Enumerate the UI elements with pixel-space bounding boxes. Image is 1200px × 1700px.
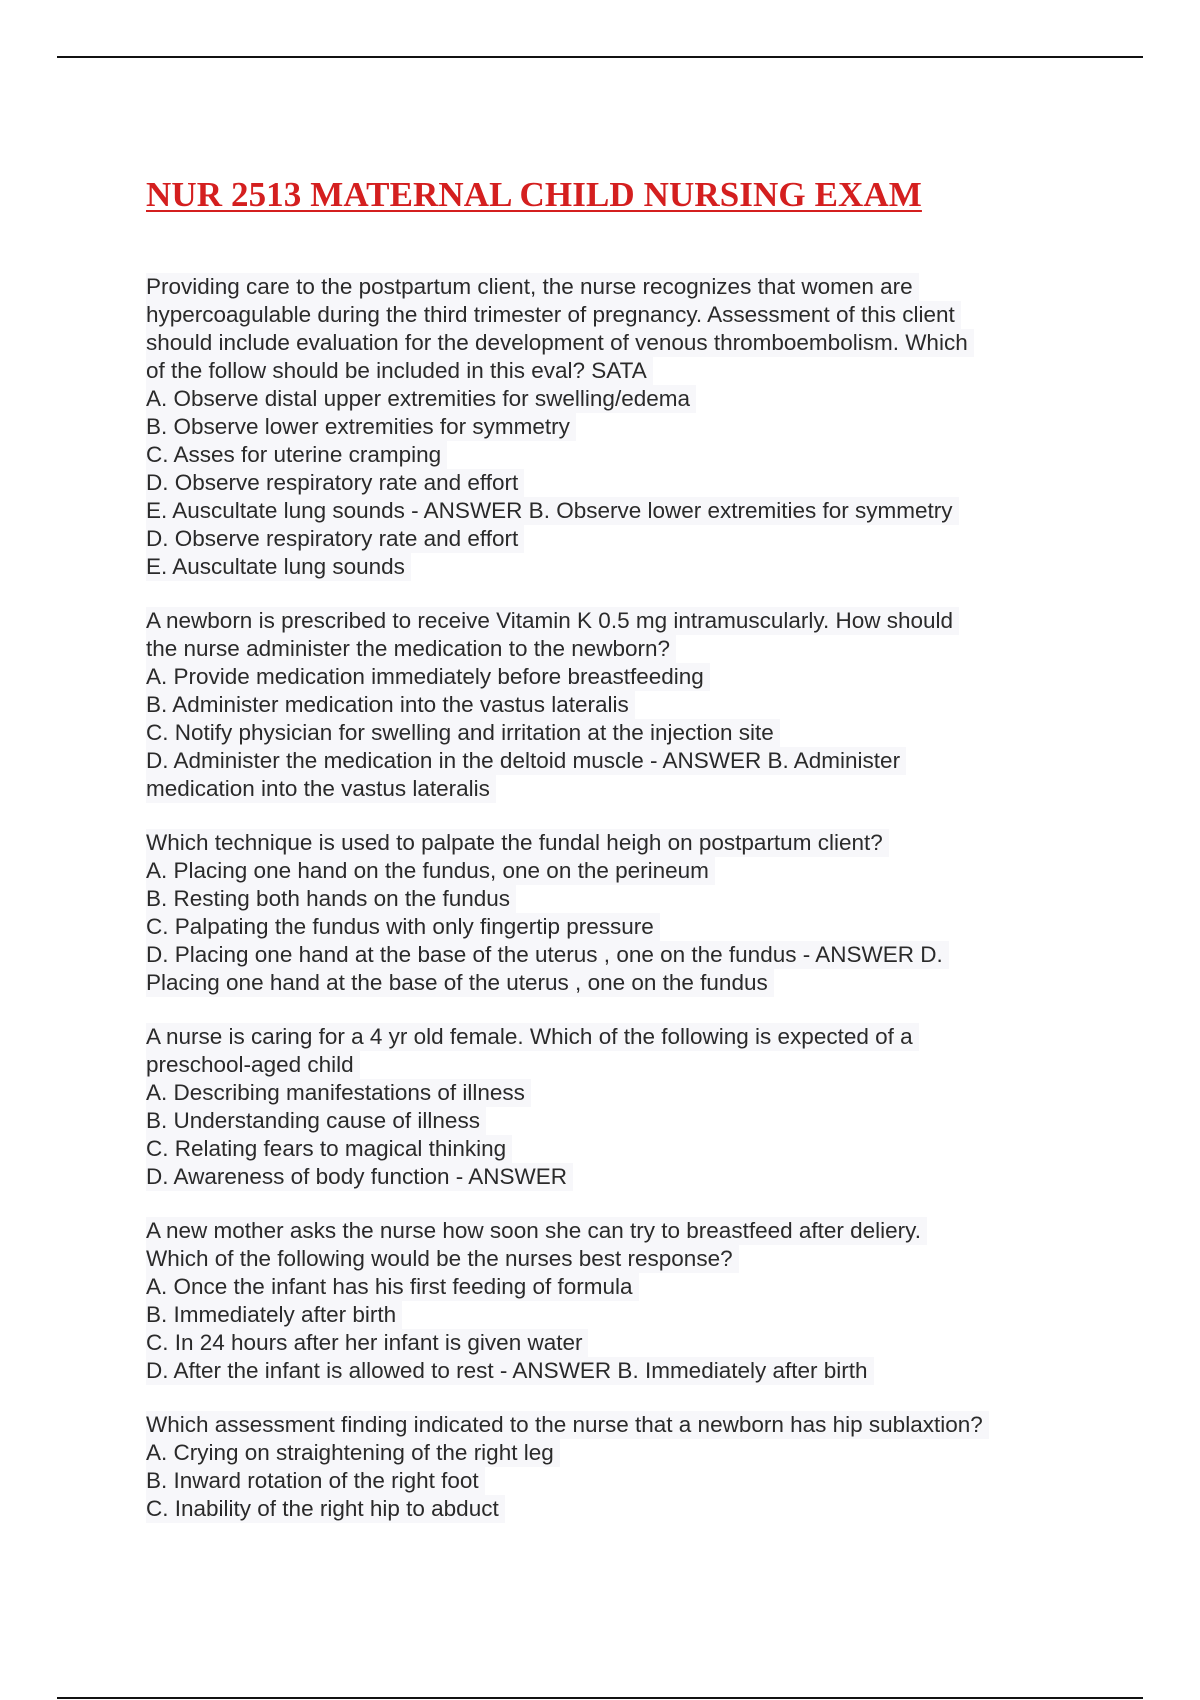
question-text-line: hypercoagulable during the third trimester of pregnancy. Assessment of this client <box>146 301 961 329</box>
question-text-line: preschool-aged child <box>146 1051 360 1079</box>
question-text-line: D. Administer the medication in the deltoid muscle - ANSWER B. Administer <box>146 747 906 775</box>
question-block <box>146 1217 1066 1385</box>
question-text-line: E. Auscultate lung sounds <box>146 553 411 581</box>
question-text-line: D. Placing one hand at the base of the uterus , one on the fundus - ANSWER D. <box>146 941 949 969</box>
question-text-line: D. After the infant is allowed to rest - ANSWER B. Immediately after birth <box>146 1357 874 1385</box>
question-text-line: B. Resting both hands on the fundus <box>146 885 516 913</box>
question-text-line: B. Administer medication into the vastus lateralis <box>146 691 635 719</box>
question-block <box>146 607 1066 803</box>
question-text-line: Which of the following would be the nurses best response? <box>146 1245 739 1273</box>
question-block <box>146 1411 1066 1523</box>
question-text-line: A. Observe distal upper extremities for swelling/edema <box>146 385 696 413</box>
question-text-line: D. Observe respiratory rate and effort <box>146 525 524 553</box>
bottom-divider <box>57 1697 1143 1699</box>
question-text-line: E. Auscultate lung sounds - ANSWER B. Observe lower extremities for symmetry <box>146 497 959 525</box>
question-text-line: C. Notify physician for swelling and irritation at the injection site <box>146 719 780 747</box>
question-stem-line: A newborn is prescribed to receive Vitamin K 0.5 mg intramuscularly. How should <box>146 607 959 635</box>
question-block <box>146 273 1066 581</box>
question-text-line: medication into the vastus lateralis <box>146 775 496 803</box>
question-stem-line: Which assessment finding indicated to the nurse that a newborn has hip sublaxtion? <box>146 1411 989 1439</box>
question-text-line: C. Palpating the fundus with only fingertip pressure <box>146 913 660 941</box>
question-text-line: A. Describing manifestations of illness <box>146 1079 531 1107</box>
question-text-line: C. In 24 hours after her infant is given water <box>146 1329 588 1357</box>
question-stem-line: Which technique is used to palpate the fundal heigh on postpartum client? <box>146 829 889 857</box>
question-text-line: D. Observe respiratory rate and effort <box>146 469 524 497</box>
question-block <box>146 829 1066 997</box>
question-text-line: B. Immediately after birth <box>146 1301 402 1329</box>
question-stem-line: A nurse is caring for a 4 yr old female. Which of the following is expected of a <box>146 1023 919 1051</box>
question-text-line: A. Crying on straightening of the right leg <box>146 1439 560 1467</box>
page-title: NUR 2513 MATERNAL CHILD NURSING EXAM <box>146 175 922 214</box>
question-text-line: should include evaluation for the development of venous thromboembolism. Which <box>146 329 974 357</box>
question-text-line: A. Once the infant has his first feeding of formula <box>146 1273 639 1301</box>
question-text-line: C. Asses for uterine cramping <box>146 441 447 469</box>
question-text-line: C. Relating fears to magical thinking <box>146 1135 512 1163</box>
question-block <box>146 1023 1066 1191</box>
question-text-line: A. Provide medication immediately before breastfeeding <box>146 663 710 691</box>
question-text-line: C. Inability of the right hip to abduct <box>146 1495 505 1523</box>
question-text-line: A. Placing one hand on the fundus, one on the perineum <box>146 857 715 885</box>
question-text-line: Placing one hand at the base of the uterus , one on the fundus <box>146 969 774 997</box>
top-divider <box>57 56 1143 58</box>
question-list <box>146 273 1066 1549</box>
question-stem-line: Providing care to the postpartum client, the nurse recognizes that women are <box>146 273 919 301</box>
question-text-line: B. Understanding cause of illness <box>146 1107 486 1135</box>
question-text-line: the nurse administer the medication to the newborn? <box>146 635 676 663</box>
question-text-line: B. Inward rotation of the right foot <box>146 1467 485 1495</box>
question-text-line: of the follow should be included in this eval? SATA <box>146 357 653 385</box>
question-text-line: B. Observe lower extremities for symmetry <box>146 413 576 441</box>
question-text-line: D. Awareness of body function - ANSWER <box>146 1163 573 1191</box>
question-stem-line: A new mother asks the nurse how soon she can try to breastfeed after deliery. <box>146 1217 927 1245</box>
